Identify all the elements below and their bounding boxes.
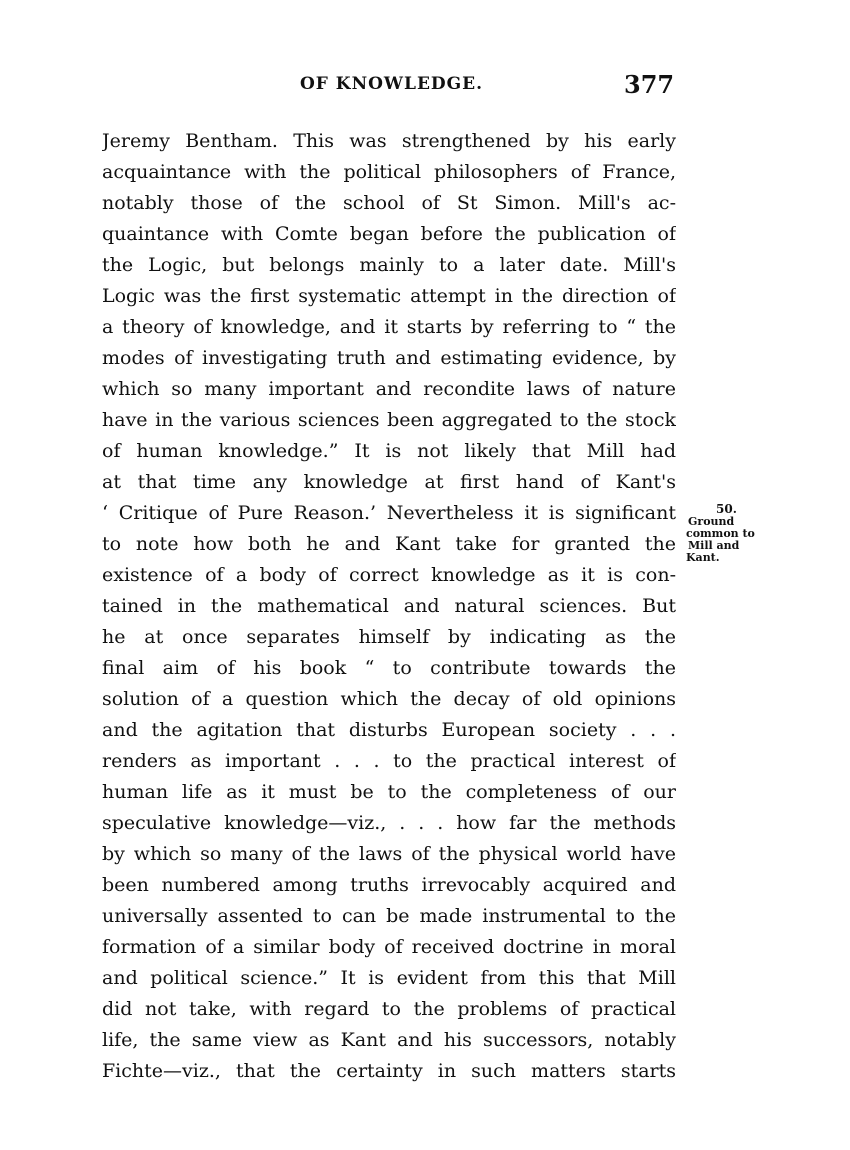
margin-note-line: common to [686,527,755,540]
text-line: at that time any knowledge at first hand of Kant's [102,471,676,493]
text-line: ‘ Critique of Pure Reason.’ Nevertheless it is significant [102,502,676,524]
text-line: Fichte—viz., that the certainty in such matters starts [102,1060,676,1082]
text-line: of human knowledge.” It is not likely that Mill had [102,440,676,462]
text-line: Jeremy Bentham. This was strengthened by his early [102,130,676,152]
margin-note-line: Mill and [688,539,740,552]
text-line: did not take, with regard to the problems of practical [102,998,676,1020]
text-line: the Logic, but belongs mainly to a later date. Mill's [102,254,676,276]
running-head [0,70,850,106]
margin-note [686,503,766,564]
text-line: acquaintance with the political philosophers of France, [102,161,676,183]
text-line: solution of a question which the decay of old opinions [102,688,676,710]
text-line: modes of investigating truth and estimating evidence, by [102,347,676,369]
text-line: existence of a body of correct knowledge as it is con- [102,564,676,586]
margin-note-line: Ground [688,515,735,528]
text-line: which so many important and recondite laws of nature [102,378,676,400]
text-line: universally assented to can be made instrumental to the [102,905,676,927]
margin-note-number: 50. [716,502,737,516]
text-line: Logic was the first systematic attempt in the direction of [102,285,676,307]
text-line: renders as important . . . to the practical interest of [102,750,676,772]
margin-note-line: Kant. [686,551,720,564]
text-line: by which so many of the laws of the physical world have [102,843,676,865]
page-number: 377 [624,70,675,99]
text-line: been numbered among truths irrevocably acquired and [102,874,676,896]
text-line: he at once separates himself by indicating as the [102,626,676,648]
text-line: tained in the mathematical and natural sciences. But [102,595,676,617]
text-line: formation of a similar body of received doctrine in moral [102,936,676,958]
text-line: speculative knowledge—viz., . . . how far the methods [102,812,676,834]
text-line: human life as it must be to the completeness of our [102,781,676,803]
text-line: and political science.” It is evident from this that Mill [102,967,676,989]
text-line: to note how both he and Kant take for granted the [102,533,676,555]
text-line: have in the various sciences been aggregated to the stock [102,409,676,431]
text-line: a theory of knowledge, and it starts by referring to “ the [102,316,676,338]
text-line: final aim of his book “ to contribute towards the [102,657,676,679]
text-line: notably those of the school of St Simon. Mill's ac- [102,192,676,214]
running-title: OF KNOWLEDGE. [300,74,484,94]
text-line: life, the same view as Kant and his successors, notably [102,1029,676,1051]
text-line: and the agitation that disturbs European society . . . [102,719,676,741]
text-line: quaintance with Comte began before the publication of [102,223,676,245]
body-text [102,126,676,1087]
